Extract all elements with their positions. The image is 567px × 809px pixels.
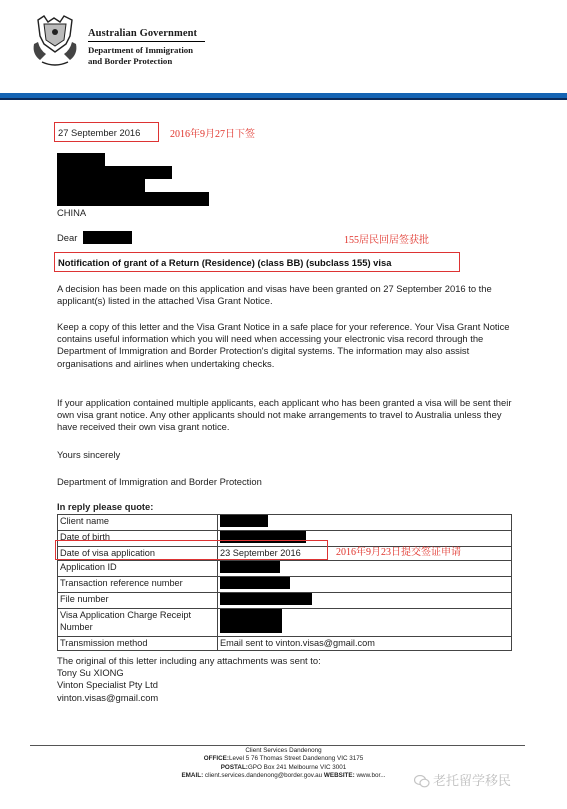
footer-office: OFFICE:Level 5 76 Thomas Street Dandenong VIC 3175 [203,755,364,763]
closing: Yours sincerely [57,449,121,460]
row-label: Date of birth [58,531,218,547]
row-label: File number [58,593,218,609]
sent-to-intro: The original of this letter including any attachments was sent to: [57,655,321,666]
row-value [218,609,512,637]
government-name: Australian Government [88,28,198,39]
wechat-icon [414,775,430,793]
redacted-value [220,561,280,573]
visa-annotation: 155居民回居签获批 [344,235,429,246]
redacted-address-line [57,192,209,206]
row-label: Application ID [58,561,218,577]
redacted-value [220,577,290,589]
application-date-highlight-box [55,540,328,560]
redacted-address-line [57,179,145,192]
table-row [58,637,512,651]
table-row [58,609,512,637]
paragraph-multiple-applicants: If your application contained multiple applicants, each applicant who has been granted a visa will be sent their own visa grant notice. Any other applicants should not make arrangements to travel to Australia unless they have received their own visa grant notice. [57,397,512,433]
row-value [218,515,512,531]
redacted-value [220,609,282,633]
row-value [218,561,512,577]
footer-rule [30,745,525,746]
redacted-address-line [57,153,105,166]
header-band-shadow [0,98,567,100]
redacted-address-line [57,166,172,179]
redacted-name [83,231,132,244]
agent-name: Tony Su XIONG [57,667,124,678]
footer-postal: POSTAL:GPO Box 241 Melbourne VIC 3001 [220,763,347,771]
redacted-value [220,515,268,527]
signature-department: Department of Immigration and Border Protection [57,476,262,487]
row-value [218,593,512,609]
row-value: 23 September 2016 [218,547,512,561]
department-line-2: and Border Protection [88,56,173,66]
department-name [88,45,193,67]
quote-heading: In reply please quote: [57,501,154,512]
row-value: Email sent to vinton.visas@gmail.com [218,637,512,651]
row-label: Date of visa application [58,547,218,561]
address-country: CHINA [57,207,87,218]
letter-date: 27 September 2016 [58,127,141,138]
header-rule [88,41,205,42]
table-row [58,577,512,593]
footer-office-name: Client Services Dandenong [245,747,322,754]
row-value [218,577,512,593]
table-row [58,515,512,531]
row-label: Transmission method [58,637,218,651]
application-date-annotation: 2016年9月23日提交签证申请 [336,547,461,558]
footer-email: EMAIL: client.services.dandenong@border.gov.au WEBSITE: www.bor... [181,771,386,779]
redacted-value [220,593,312,605]
date-annotation: 2016年9月27日下签 [170,129,255,140]
agent-email: vinton.visas@gmail.com [57,692,159,703]
row-label: Visa Application Charge Receipt Number [58,609,218,637]
agent-company: Vinton Specialist Pty Ltd [57,679,158,690]
row-label: Client name [58,515,218,531]
watermark-text: 老托留学移民 [433,774,512,789]
table-row [58,561,512,577]
reply-reference-table [57,514,512,651]
table-row [58,593,512,609]
paragraph-decision: A decision has been made on this application and visas have been granted on 27 September 2016 to the applicant(s) listed in the attached Visa Grant Notice. [57,283,492,307]
coat-of-arms-logo [30,14,80,70]
department-line-1: Department of Immigration [88,45,194,55]
paragraph-keep-copy: Keep a copy of this letter and the Visa Grant Notice in a safe place for your reference. Your Visa Grant Notice contains useful information which you will need when accessing your electronic visa record through the Department of Immigration and Border Protection's digital systems. The information may also assist organisations and airlines when undertaking checks. [57,321,510,369]
salutation: Dear [57,232,78,243]
row-label: Transaction reference number [58,577,218,593]
letter-subject: Notification of grant of a Return (Residence) (class BB) (subclass 155) visa [58,257,392,268]
